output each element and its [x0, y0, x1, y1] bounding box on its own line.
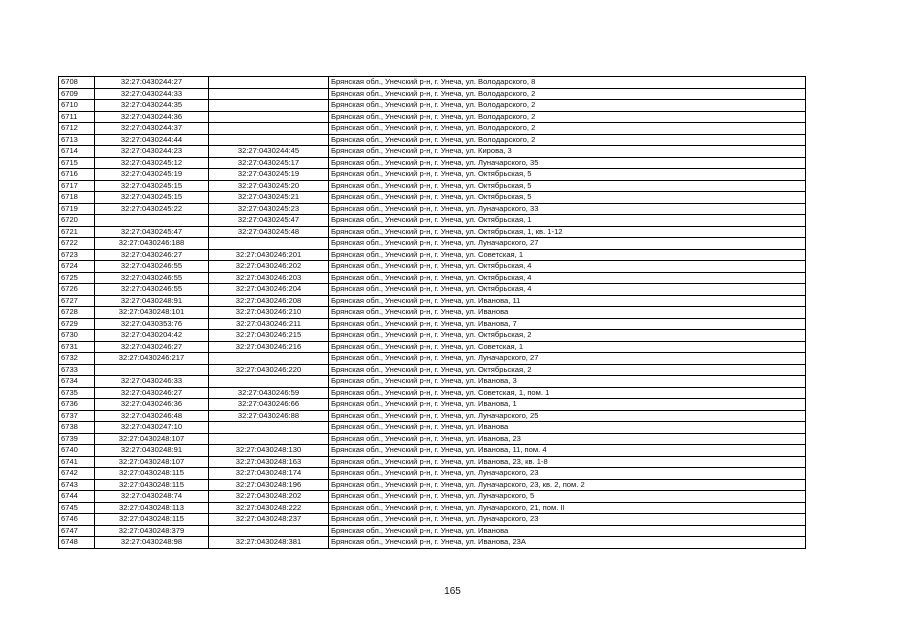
linked-cadastral-number-cell: 32:27:0430248:130: [209, 445, 329, 457]
address-cell: Брянская обл., Унечский р-н, г. Унеча, ул. Иванова, 23, кв. 1-8: [329, 456, 806, 468]
linked-cadastral-number-cell: 32:27:0430246:201: [209, 249, 329, 261]
row-number-cell: 6737: [59, 410, 95, 422]
row-number-cell: 6728: [59, 307, 95, 319]
row-number-cell: 6714: [59, 146, 95, 158]
address-cell: Брянская обл., Унечский р-н, г. Унеча, ул. Луначарского, 35: [329, 157, 806, 169]
linked-cadastral-number-cell: 32:27:0430248:196: [209, 479, 329, 491]
address-cell: Брянская обл., Унечский р-н, г. Унеча, ул. Октябрьская, 4: [329, 272, 806, 284]
table-row: [59, 134, 806, 146]
linked-cadastral-number-cell: 32:27:0430245:19: [209, 169, 329, 181]
table-row: [59, 261, 806, 273]
linked-cadastral-number-cell: 32:27:0430248:381: [209, 537, 329, 549]
address-cell: Брянская обл., Унечский р-н, г. Унеча, ул. Володарского, 2: [329, 134, 806, 146]
row-number-cell: 6721: [59, 226, 95, 238]
cadastral-number-cell: 32:27:0430244:33: [95, 88, 209, 100]
linked-cadastral-number-cell: [209, 77, 329, 89]
row-number-cell: 6739: [59, 433, 95, 445]
table-row: [59, 468, 806, 480]
cadastral-number-cell: 32:27:0430246:36: [95, 399, 209, 411]
linked-cadastral-number-cell: 32:27:0430246:66: [209, 399, 329, 411]
linked-cadastral-number-cell: [209, 134, 329, 146]
table-row: [59, 502, 806, 514]
linked-cadastral-number-cell: 32:27:0430245:20: [209, 180, 329, 192]
address-cell: Брянская обл., Унечский р-н, г. Унеча, ул. Луначарского, 23: [329, 514, 806, 526]
address-cell: Брянская обл., Унечский р-н, г. Унеча, ул. Советская, 1, пом. 1: [329, 387, 806, 399]
table-row: [59, 399, 806, 411]
address-cell: Брянская обл., Унечский р-н, г. Унеча, ул. Володарского, 2: [329, 123, 806, 135]
cadastral-number-cell: 32:27:0430244:23: [95, 146, 209, 158]
linked-cadastral-number-cell: [209, 88, 329, 100]
linked-cadastral-number-cell: 32:27:0430245:23: [209, 203, 329, 215]
table-row: [59, 284, 806, 296]
linked-cadastral-number-cell: [209, 422, 329, 434]
linked-cadastral-number-cell: [209, 123, 329, 135]
table-row: [59, 123, 806, 135]
cadastral-number-cell: 32:27:0430248:115: [95, 479, 209, 491]
linked-cadastral-number-cell: 32:27:0430248:237: [209, 514, 329, 526]
cadastral-number-cell: 32:27:0430245:15: [95, 192, 209, 204]
table-row: [59, 341, 806, 353]
cadastral-number-cell: 32:27:0430246:48: [95, 410, 209, 422]
row-number-cell: 6727: [59, 295, 95, 307]
row-number-cell: 6730: [59, 330, 95, 342]
row-number-cell: 6716: [59, 169, 95, 181]
row-number-cell: 6725: [59, 272, 95, 284]
linked-cadastral-number-cell: 32:27:0430245:17: [209, 157, 329, 169]
address-cell: Брянская обл., Унечский р-н, г. Унеча, ул. Октябрьская, 5: [329, 169, 806, 181]
table-row: [59, 445, 806, 457]
row-number-cell: 6747: [59, 525, 95, 537]
linked-cadastral-number-cell: 32:27:0430248:174: [209, 468, 329, 480]
address-cell: Брянская обл., Унечский р-н, г. Унеча, ул. Иванова, 11: [329, 295, 806, 307]
linked-cadastral-number-cell: 32:27:0430245:48: [209, 226, 329, 238]
address-cell: Брянская обл., Унечский р-н, г. Унеча, ул. Иванова: [329, 422, 806, 434]
table-row: [59, 146, 806, 158]
table-row: [59, 249, 806, 261]
row-number-cell: 6732: [59, 353, 95, 365]
cadastral-number-cell: 32:27:0430248:113: [95, 502, 209, 514]
row-number-cell: 6735: [59, 387, 95, 399]
address-cell: Брянская обл., Унечский р-н, г. Унеча, ул. Луначарского, 21, пом. II: [329, 502, 806, 514]
table-row: [59, 77, 806, 89]
cadastral-number-cell: 32:27:0430248:115: [95, 514, 209, 526]
address-cell: Брянская обл., Унечский р-н, г. Унеча, ул. Иванова, 23: [329, 433, 806, 445]
cadastral-number-cell: 32:27:0430245:47: [95, 226, 209, 238]
address-cell: Брянская обл., Унечский р-н, г. Унеча, ул. Володарского, 2: [329, 88, 806, 100]
address-cell: Брянская обл., Унечский р-н, г. Унеча, ул. Иванова, 1: [329, 399, 806, 411]
address-cell: Брянская обл., Унечский р-н, г. Унеча, ул. Луначарского, 27: [329, 238, 806, 250]
address-cell: Брянская обл., Унечский р-н, г. Унеча, ул. Володарского, 2: [329, 100, 806, 112]
linked-cadastral-number-cell: 32:27:0430248:163: [209, 456, 329, 468]
table-row: [59, 410, 806, 422]
linked-cadastral-number-cell: 32:27:0430246:202: [209, 261, 329, 273]
cadastral-number-cell: 32:27:0430248:115: [95, 468, 209, 480]
cadastral-number-cell: 32:27:0430244:27: [95, 77, 209, 89]
row-number-cell: 6719: [59, 203, 95, 215]
linked-cadastral-number-cell: 32:27:0430246:203: [209, 272, 329, 284]
table-row: [59, 479, 806, 491]
table-row: [59, 169, 806, 181]
cadastral-number-cell: 32:27:0430245:12: [95, 157, 209, 169]
linked-cadastral-number-cell: [209, 525, 329, 537]
table-row: [59, 318, 806, 330]
cadastral-number-cell: 32:27:0430246:217: [95, 353, 209, 365]
address-cell: Брянская обл., Унечский р-н, г. Унеча, ул. Иванова: [329, 525, 806, 537]
cadastral-number-cell: 32:27:0430246:188: [95, 238, 209, 250]
address-cell: Брянская обл., Унечский р-н, г. Унеча, ул. Советская, 1: [329, 249, 806, 261]
table-row: [59, 353, 806, 365]
row-number-cell: 6712: [59, 123, 95, 135]
cadastral-number-cell: 32:27:0430248:101: [95, 307, 209, 319]
cadastral-number-cell: 32:27:0430246:33: [95, 376, 209, 388]
row-number-cell: 6744: [59, 491, 95, 503]
row-number-cell: 6745: [59, 502, 95, 514]
address-cell: Брянская обл., Унечский р-н, г. Унеча, ул. Володарского, 2: [329, 111, 806, 123]
table-row: [59, 111, 806, 123]
address-cell: Брянская обл., Унечский р-н, г. Унеча, ул. Советская, 1: [329, 341, 806, 353]
table-row: [59, 537, 806, 549]
linked-cadastral-number-cell: 32:27:0430246:216: [209, 341, 329, 353]
table-row: [59, 491, 806, 503]
row-number-cell: 6746: [59, 514, 95, 526]
page-number: 165: [444, 586, 461, 597]
linked-cadastral-number-cell: 32:27:0430248:222: [209, 502, 329, 514]
cadastral-number-cell: 32:27:0430244:36: [95, 111, 209, 123]
cadastral-number-cell: 32:27:0430248:91: [95, 445, 209, 457]
table-row: [59, 330, 806, 342]
address-cell: Брянская обл., Унечский р-н, г. Унеча, ул. Луначарского, 5: [329, 491, 806, 503]
address-cell: Брянская обл., Унечский р-н, г. Унеча, ул. Октябрьская, 5: [329, 192, 806, 204]
cadastral-number-cell: 32:27:0430244:44: [95, 134, 209, 146]
address-cell: Брянская обл., Унечский р-н, г. Унеча, ул. Октябрьская, 5: [329, 180, 806, 192]
table-row: [59, 88, 806, 100]
cadastral-number-cell: 32:27:0430353:76: [95, 318, 209, 330]
row-number-cell: 6717: [59, 180, 95, 192]
row-number-cell: 6729: [59, 318, 95, 330]
table-row: [59, 180, 806, 192]
linked-cadastral-number-cell: 32:27:0430246:220: [209, 364, 329, 376]
address-cell: Брянская обл., Унечский р-н, г. Унеча, ул. Иванова, 11, пом. 4: [329, 445, 806, 457]
address-cell: Брянская обл., Унечский р-н, г. Унеча, ул. Кирова, 3: [329, 146, 806, 158]
table-row: [59, 307, 806, 319]
row-number-cell: 6748: [59, 537, 95, 549]
address-cell: Брянская обл., Унечский р-н, г. Унеча, ул. Октябрьская, 4: [329, 284, 806, 296]
table-row: [59, 525, 806, 537]
cadastral-number-cell: 32:27:0430248:107: [95, 456, 209, 468]
linked-cadastral-number-cell: 32:27:0430248:202: [209, 491, 329, 503]
cadastral-number-cell: 32:27:0430246:55: [95, 261, 209, 273]
cadastral-number-cell: 32:27:0430246:55: [95, 272, 209, 284]
table-row: [59, 192, 806, 204]
cadastral-number-cell: 32:27:0430247:10: [95, 422, 209, 434]
cadastral-number-cell: 32:27:0430248:98: [95, 537, 209, 549]
cadastral-number-cell: 32:27:0430248:74: [95, 491, 209, 503]
cadastral-number-cell: 32:27:0430248:379: [95, 525, 209, 537]
table-body: [59, 77, 806, 549]
row-number-cell: 6722: [59, 238, 95, 250]
row-number-cell: 6711: [59, 111, 95, 123]
row-number-cell: 6726: [59, 284, 95, 296]
linked-cadastral-number-cell: 32:27:0430245:21: [209, 192, 329, 204]
cadastral-number-cell: 32:27:0430246:55: [95, 284, 209, 296]
table-row: [59, 422, 806, 434]
linked-cadastral-number-cell: 32:27:0430246:204: [209, 284, 329, 296]
cadastral-number-cell: 32:27:0430246:27: [95, 341, 209, 353]
linked-cadastral-number-cell: [209, 376, 329, 388]
linked-cadastral-number-cell: 32:27:0430246:211: [209, 318, 329, 330]
linked-cadastral-number-cell: 32:27:0430244:45: [209, 146, 329, 158]
table-row: [59, 514, 806, 526]
table-row: [59, 100, 806, 112]
address-cell: Брянская обл., Унечский р-н, г. Унеча, ул. Луначарского, 25: [329, 410, 806, 422]
cadastral-number-cell: [95, 215, 209, 227]
table-row: [59, 215, 806, 227]
row-number-cell: 6709: [59, 88, 95, 100]
linked-cadastral-number-cell: 32:27:0430246:59: [209, 387, 329, 399]
address-cell: Брянская обл., Унечский р-н, г. Унеча, ул. Иванова, 3: [329, 376, 806, 388]
linked-cadastral-number-cell: 32:27:0430246:215: [209, 330, 329, 342]
row-number-cell: 6715: [59, 157, 95, 169]
cadastral-number-cell: 32:27:0430246:27: [95, 387, 209, 399]
cadastral-table: [58, 76, 806, 549]
row-number-cell: 6736: [59, 399, 95, 411]
table-row: [59, 203, 806, 215]
address-cell: Брянская обл., Унечский р-н, г. Унеча, ул. Иванова, 7: [329, 318, 806, 330]
table-row: [59, 272, 806, 284]
linked-cadastral-number-cell: 32:27:0430245:47: [209, 215, 329, 227]
row-number-cell: 6708: [59, 77, 95, 89]
table-row: [59, 433, 806, 445]
row-number-cell: 6724: [59, 261, 95, 273]
address-cell: Брянская обл., Унечский р-н, г. Унеча, ул. Луначарского, 33: [329, 203, 806, 215]
address-cell: Брянская обл., Унечский р-н, г. Унеча, ул. Иванова, 23А: [329, 537, 806, 549]
row-number-cell: 6720: [59, 215, 95, 227]
address-cell: Брянская обл., Унечский р-н, г. Унеча, ул. Володарского, 8: [329, 77, 806, 89]
table-row: [59, 387, 806, 399]
row-number-cell: 6733: [59, 364, 95, 376]
cadastral-number-cell: 32:27:0430245:19: [95, 169, 209, 181]
row-number-cell: 6731: [59, 341, 95, 353]
row-number-cell: 6741: [59, 456, 95, 468]
row-number-cell: 6723: [59, 249, 95, 261]
linked-cadastral-number-cell: [209, 238, 329, 250]
table-row: [59, 456, 806, 468]
row-number-cell: 6718: [59, 192, 95, 204]
cadastral-number-cell: 32:27:0430248:91: [95, 295, 209, 307]
row-number-cell: 6740: [59, 445, 95, 457]
cadastral-number-cell: 32:27:0430204:42: [95, 330, 209, 342]
row-number-cell: 6710: [59, 100, 95, 112]
linked-cadastral-number-cell: [209, 100, 329, 112]
address-cell: Брянская обл., Унечский р-н, г. Унеча, ул. Октябрьская, 4: [329, 261, 806, 273]
cadastral-number-cell: 32:27:0430244:35: [95, 100, 209, 112]
cadastral-number-cell: [95, 364, 209, 376]
linked-cadastral-number-cell: [209, 433, 329, 445]
row-number-cell: 6738: [59, 422, 95, 434]
address-cell: Брянская обл., Унечский р-н, г. Унеча, ул. Луначарского, 23, кв. 2, пом. 2: [329, 479, 806, 491]
row-number-cell: 6734: [59, 376, 95, 388]
linked-cadastral-number-cell: 32:27:0430246:210: [209, 307, 329, 319]
linked-cadastral-number-cell: [209, 111, 329, 123]
linked-cadastral-number-cell: 32:27:0430246:88: [209, 410, 329, 422]
row-number-cell: 6713: [59, 134, 95, 146]
cadastral-number-cell: 32:27:0430246:27: [95, 249, 209, 261]
address-cell: Брянская обл., Унечский р-н, г. Унеча, ул. Октябрьская, 1, кв. 1-12: [329, 226, 806, 238]
address-cell: Брянская обл., Унечский р-н, г. Унеча, ул. Октябрьская, 2: [329, 330, 806, 342]
table-row: [59, 226, 806, 238]
cadastral-number-cell: 32:27:0430245:15: [95, 180, 209, 192]
table-row: [59, 364, 806, 376]
table-row: [59, 238, 806, 250]
table-row: [59, 295, 806, 307]
address-cell: Брянская обл., Унечский р-н, г. Унеча, ул. Октябрьская, 1: [329, 215, 806, 227]
address-cell: Брянская обл., Унечский р-н, г. Унеча, ул. Октябрьская, 2: [329, 364, 806, 376]
address-cell: Брянская обл., Унечский р-н, г. Унеча, ул. Луначарского, 27: [329, 353, 806, 365]
linked-cadastral-number-cell: 32:27:0430246:208: [209, 295, 329, 307]
table-row: [59, 157, 806, 169]
linked-cadastral-number-cell: [209, 353, 329, 365]
table-row: [59, 376, 806, 388]
cadastral-number-cell: 32:27:0430245:22: [95, 203, 209, 215]
address-cell: Брянская обл., Унечский р-н, г. Унеча, ул. Иванова: [329, 307, 806, 319]
cadastral-number-cell: 32:27:0430248:107: [95, 433, 209, 445]
row-number-cell: 6742: [59, 468, 95, 480]
address-cell: Брянская обл., Унечский р-н, г. Унеча, ул. Луначарского, 23: [329, 468, 806, 480]
row-number-cell: 6743: [59, 479, 95, 491]
cadastral-number-cell: 32:27:0430244:37: [95, 123, 209, 135]
